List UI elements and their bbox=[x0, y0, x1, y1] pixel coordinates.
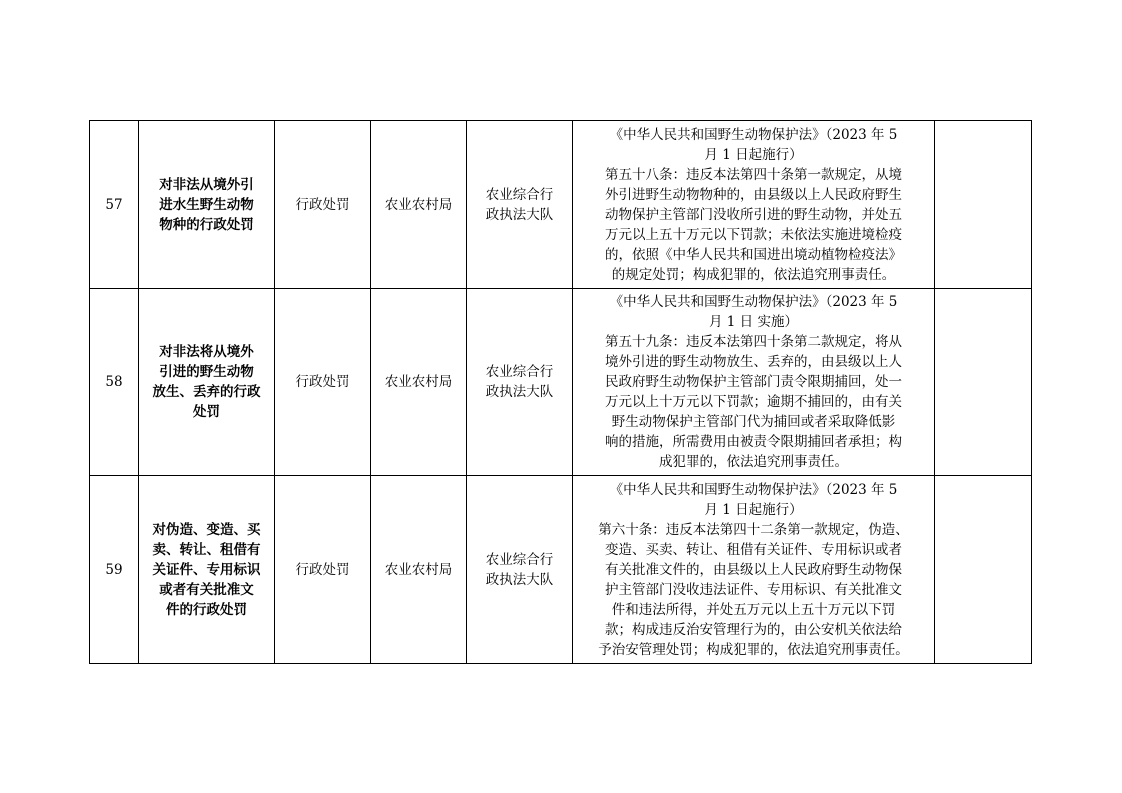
legal-basis-line: 月 1 日起施行） bbox=[704, 501, 803, 518]
responsible-department: 农业农村局 bbox=[371, 121, 467, 289]
legal-basis-line: 民政府野生动物保护主管部门责令限期捕回，处一 bbox=[605, 374, 902, 390]
penalty-item-name-line: 对非法将从境外 bbox=[159, 344, 254, 360]
enforcement-unit-line: 农业综合行 bbox=[485, 186, 554, 203]
legal-basis bbox=[573, 289, 935, 476]
item-number: 57 bbox=[90, 121, 139, 289]
legal-basis-line: 有关批准文件的，由县级以上人民政府野生动物保 bbox=[605, 561, 902, 578]
legal-basis-line: 动物保护主管部门没收所引进的野生动物，并处五 bbox=[605, 206, 902, 223]
penalty-type: 行政处罚 bbox=[275, 476, 371, 664]
legal-basis-line: 第五十九条：违反本法第四十条第二款规定，将从 bbox=[605, 334, 902, 350]
enforcement-unit-line: 政执法大队 bbox=[485, 571, 554, 588]
legal-basis-line: 月 1 日起施行） bbox=[704, 146, 803, 163]
legal-basis-line: 件和违法所得，并处五万元以上五十万元以下罚 bbox=[611, 601, 896, 618]
table-row bbox=[90, 476, 1032, 664]
legal-basis-line: 护主管部门没收违法证件、专用标识、有关批准文 bbox=[605, 581, 902, 598]
table-row bbox=[90, 121, 1032, 289]
penalty-item-name-line: 物种的行政处罚 bbox=[159, 216, 254, 233]
legal-basis-line: 《中华人民共和国野生动物保护法》（2023 年 5 bbox=[609, 481, 898, 498]
legal-basis-line: 款；构成违反治安管理行为的，由公安机关依法给 bbox=[605, 621, 902, 638]
legal-basis-line: 《中华人民共和国野生动物保护法》（2023 年 5 bbox=[609, 126, 898, 143]
penalty-item-name bbox=[139, 289, 275, 476]
legal-basis-line: 予治安管理处罚；构成犯罪的，依法追究刑事责任。 bbox=[598, 641, 909, 658]
responsible-department: 农业农村局 bbox=[371, 289, 467, 476]
penalty-item-name-line: 对非法从境外引 bbox=[159, 176, 254, 193]
note-cell bbox=[935, 476, 1032, 664]
legal-basis-line: 月 1 日 实施） bbox=[709, 314, 798, 330]
legal-basis-line: 境外引进的野生动物放生、丢弃的，由县级以上人 bbox=[605, 354, 902, 370]
penalty-table bbox=[89, 120, 1032, 664]
table-row bbox=[90, 289, 1032, 476]
penalty-type: 行政处罚 bbox=[275, 121, 371, 289]
legal-basis-line: 变造、买卖、转让、租借有关证件、专用标识或者 bbox=[605, 541, 902, 558]
legal-basis-line: 万元以上十万元以下罚款；逾期不捕回的，由有关 bbox=[605, 394, 902, 410]
note-cell bbox=[935, 289, 1032, 476]
penalty-item-name bbox=[139, 476, 275, 664]
legal-basis-line: 第六十条：违反本法第四十二条第一款规定，伪造、 bbox=[598, 521, 909, 538]
penalty-type: 行政处罚 bbox=[275, 289, 371, 476]
legal-basis bbox=[573, 121, 935, 289]
enforcement-unit bbox=[467, 476, 573, 664]
legal-basis-line: 《中华人民共和国野生动物保护法》（2023 年 5 bbox=[609, 294, 898, 310]
enforcement-unit-line: 农业综合行 bbox=[485, 551, 554, 568]
penalty-item-name-line: 关证件、专用标识 bbox=[152, 561, 261, 578]
legal-basis-line: 第五十八条：违反本法第四十条第一款规定，从境 bbox=[605, 166, 902, 183]
enforcement-unit-line: 政执法大队 bbox=[485, 384, 554, 400]
penalty-item-name-line: 进水生野生动物 bbox=[159, 196, 254, 213]
penalty-item-name bbox=[139, 121, 275, 289]
legal-basis-line: 万元以上五十万元以下罚款；未依法实施进境检疫 bbox=[605, 226, 902, 243]
responsible-department: 农业农村局 bbox=[371, 476, 467, 664]
enforcement-unit bbox=[467, 121, 573, 289]
penalty-item-name-line: 对伪造、变造、买 bbox=[152, 521, 261, 538]
legal-basis bbox=[573, 476, 935, 664]
table-body bbox=[90, 121, 1032, 664]
enforcement-unit bbox=[467, 289, 573, 476]
item-number: 59 bbox=[90, 476, 139, 664]
item-number: 58 bbox=[90, 289, 139, 476]
note-cell bbox=[935, 121, 1032, 289]
enforcement-unit-line: 政执法大队 bbox=[485, 206, 554, 223]
penalty-item-name-line: 或者有关批准文 bbox=[159, 581, 254, 598]
penalty-item-name-line: 卖、转让、租借有 bbox=[152, 541, 261, 558]
legal-basis-line: 成犯罪的，依法追究刑事责任。 bbox=[659, 454, 848, 470]
legal-basis-line: 的规定处罚；构成犯罪的，依法追究刑事责任。 bbox=[611, 266, 896, 283]
legal-basis-line: 响的措施，所需费用由被责令限期捕回者承担；构 bbox=[605, 434, 902, 450]
legal-basis-line: 野生动物保护主管部门代为捕回或者采取降低影 bbox=[611, 414, 896, 430]
penalty-item-name-line: 处罚 bbox=[193, 404, 220, 420]
enforcement-unit-line: 农业综合行 bbox=[485, 364, 554, 380]
legal-basis-line: 外引进野生动物物种的，由县级以上人民政府野生 bbox=[605, 186, 902, 203]
legal-basis-line: 的，依照《中华人民共和国进出境动植物检疫法》 bbox=[605, 246, 902, 263]
penalty-item-name-line: 引进的野生动物 bbox=[159, 364, 254, 380]
penalty-item-name-line: 放生、丢弃的行政 bbox=[152, 384, 261, 400]
penalty-item-name-line: 件的行政处罚 bbox=[166, 601, 247, 618]
